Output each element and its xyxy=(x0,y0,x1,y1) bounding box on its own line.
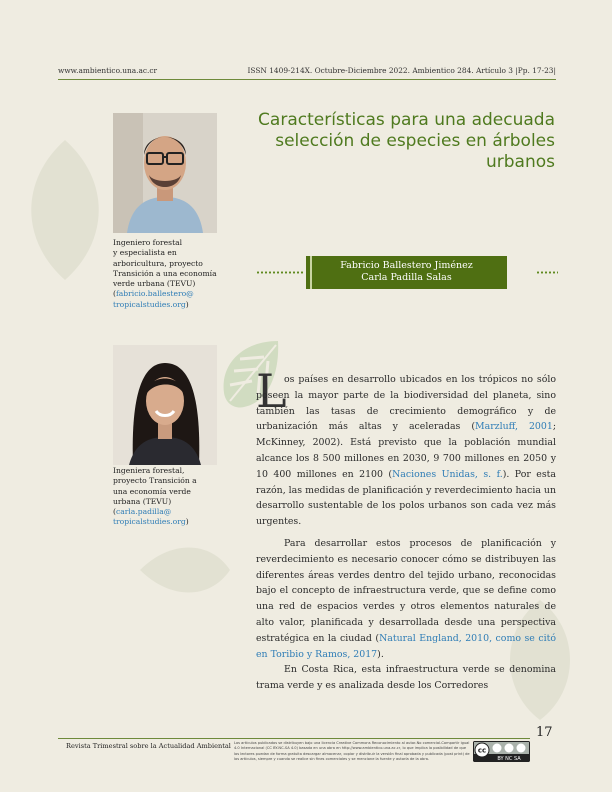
bio-line: arboricultura, proyecto xyxy=(113,258,203,268)
email-line: tropicalstudies.org) xyxy=(113,517,189,527)
article-title xyxy=(230,110,555,173)
p1-text: ; McKinney, 2002). Está previsto que la población mundial alcance los 8 500 millones en 2030, 9 700 millones en 2050 y 10 400 millones en 2100 ( xyxy=(256,421,556,480)
author2-email-link-cont[interactable]: tropicalstudies.org xyxy=(113,517,186,527)
footer-divider xyxy=(58,738,530,739)
bio-line: proyecto Transición a xyxy=(113,476,197,486)
dotted-rule xyxy=(536,271,558,274)
cc-license-badge[interactable] xyxy=(473,741,530,762)
email-line: tropicalstudies.org) xyxy=(113,299,189,309)
paragraph-3: En Costa Rica, esta infraestructura verde se denomina trama verde y es analizada desde los Corredores xyxy=(256,664,556,692)
author-name-2: Carla Padilla Salas xyxy=(361,272,452,283)
author1-email-link[interactable]: fabricio.ballestero@ xyxy=(115,289,194,299)
bio-line: Ingeniero forestal xyxy=(113,238,183,247)
journal-name: Revista Trimestral sobre la Actualidad Ambiental xyxy=(66,742,231,750)
banner-accent-bar xyxy=(310,256,312,289)
p1-text: os países en desarrollo ubicados en los trópicos no sólo poseen la mayor parte de la biodiversidad del planeta, sino también las tasas de crecimiento demográfico y de urbanización más altas y aceleradas ( xyxy=(256,374,556,433)
issn-line: ISSN 1409-214X. Octubre-Diciembre 2022. Ambientico 284. Artículo 3 |Pp. 17-23| xyxy=(247,66,556,75)
author-name-1: Fabricio Ballestero Jiménez xyxy=(340,260,473,271)
email-line: (fabricio.ballestero@ xyxy=(113,289,194,299)
p2-text: Para desarrollar estos procesos de planificación y reverdecimiento es necesario conocer cómo se distribuyen las diferentes áreas verdes dentro del tejido urbano, reconocidas bajo el concepto de infraestructura verde, que se define como una red de espacios verdes y otros elementos naturales de alto valor, planificada y desarrollada desde una perspectiva estratégica en la ciudad ( xyxy=(256,537,556,644)
author1-email-link-cont[interactable]: tropicalstudies.org xyxy=(113,299,186,309)
title-line: Características para una adecuada xyxy=(258,110,555,130)
author-names-box xyxy=(306,256,507,289)
page-number: 17 xyxy=(536,725,553,740)
bio-line: urbana (TEVU) xyxy=(113,496,172,506)
citation-link[interactable]: Natural England, 2010, como se citó en Toribio y Ramos, 2017 xyxy=(256,632,556,660)
bio-line: Transición a una economía xyxy=(113,268,217,278)
background-leaf-icon xyxy=(140,540,230,600)
creative-commons-icon xyxy=(473,741,530,762)
license-text: Los artículos publicados se distribuyen bajo una licencia Creative Commons Reconocimiento al autor-No comercial-Compartir igual 4.0 Internacional (CC BY-NC-SA 4.0) basada en una obra en http://www.ambientico.una.ac.cr, lo que implica la posibilidad de que los lectores puedan de forma gratuita descargar almacenar, copiar y distribuir la versión final aprobada y publicada (post print) de los artículos, siempre y cuando se realice sin fines comerciales y se mencione la fuente y autoría de la obra. xyxy=(234,741,470,762)
background-leaf-icon xyxy=(20,140,110,280)
paragraph-1 xyxy=(256,372,556,530)
author2-email-link[interactable]: carla.padilla@ xyxy=(115,507,172,517)
bio-line: Ingeniera forestal, xyxy=(113,466,185,475)
p1-text: ). Por esta razón, las medidas de planificación y reverdecimiento hacia un desarrollo sustentable de los polos urbanos son cada vez más urgentes. xyxy=(256,468,556,528)
author-bio-1 xyxy=(113,238,233,310)
drop-cap: L xyxy=(256,364,287,418)
dotted-rule xyxy=(256,271,304,274)
svg-text:cc: cc xyxy=(477,746,487,755)
bio-line: verde urbana (TEVU) xyxy=(113,279,196,289)
article-body xyxy=(256,372,556,694)
author-photo-2 xyxy=(113,345,217,465)
bio-line: una economía verde xyxy=(113,486,191,496)
citation-link[interactable]: Naciones Unidas, s. f. xyxy=(392,468,503,480)
title-line: urbanos xyxy=(485,152,555,172)
cc-badge-label: BY NC SA xyxy=(497,756,521,762)
citation-link[interactable]: Marzluff, 2001 xyxy=(475,421,553,433)
header-divider xyxy=(58,79,556,80)
website-url[interactable]: www.ambientico.una.ac.cr xyxy=(58,66,158,75)
p2-text: ). xyxy=(377,648,384,660)
bio-line: y especialista en xyxy=(113,248,177,258)
email-line: (carla.padilla@ xyxy=(113,507,172,517)
author-bio-2 xyxy=(113,466,233,528)
author-banner xyxy=(256,256,556,289)
author-photo-1 xyxy=(113,113,217,233)
paragraph-2 xyxy=(256,536,556,662)
title-line: selección de especies en árboles xyxy=(275,131,555,151)
